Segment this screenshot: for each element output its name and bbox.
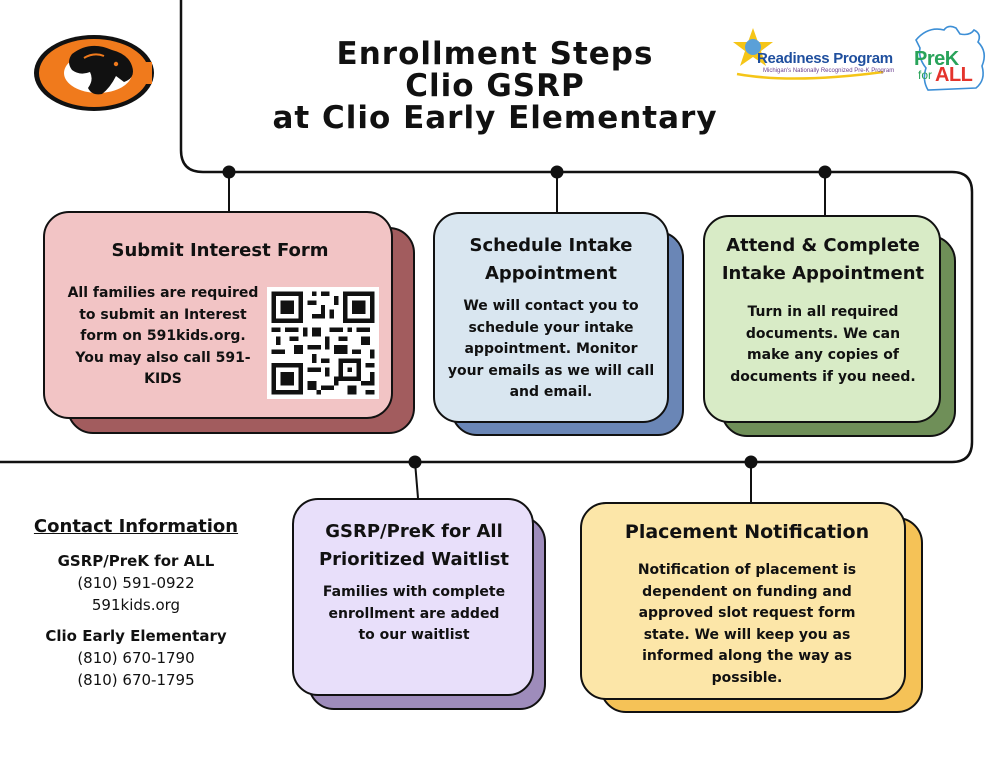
step-title: Schedule Intake Appointment — [469, 235, 633, 284]
gsrp-logo — [733, 26, 898, 88]
contact-title: Contact Information — [33, 516, 239, 537]
school-mustang-logo — [32, 32, 156, 114]
step-title: Attend & Complete Intake Appointment — [721, 235, 925, 284]
contact-org-clio: Clio Early Elementary — [45, 627, 227, 645]
gsrp-tagline: Michigan's Nationally Recognized Pre-K Program — [763, 68, 895, 74]
timeline-dot-2 — [551, 166, 564, 179]
contact-information — [20, 516, 252, 691]
step-body: All families are required to submit an Interest form on 591kids.org. You may also call 591-KIDS — [67, 285, 259, 387]
timeline-dot-1 — [223, 166, 236, 179]
all-word: ALL — [935, 64, 973, 86]
step-card-1 — [43, 211, 415, 436]
step-card-5 — [580, 502, 925, 715]
timeline-dot-4 — [409, 456, 422, 469]
card-face — [433, 212, 669, 423]
title-line-3: at Clio Early Elementary — [272, 100, 718, 136]
step-title: GSRP/PreK for All Prioritized Waitlist — [318, 521, 510, 570]
step-body: Turn in all required documents. We can make any copies of documents if you need. — [730, 304, 916, 385]
card-face — [292, 498, 534, 696]
step-card-3 — [703, 215, 958, 439]
contact-website: 591kids.org — [91, 596, 181, 614]
step-body: Notification of placement is dependent on funding and approved slot request form state. We will keep you as informed along the way as possible. — [637, 562, 857, 686]
title-line-2: Clio GSRP — [405, 68, 585, 104]
title-line-1: Enrollment Steps — [336, 36, 654, 72]
contact-phone-gsrp: (810) 591-0922 — [77, 574, 195, 592]
step-title: Placement Notification — [624, 521, 870, 543]
step-card-2 — [433, 212, 686, 438]
contact-phone-clio-1: (810) 670-1790 — [77, 649, 195, 667]
prek-for-all-logo — [908, 22, 990, 94]
contact-org-gsrp: GSRP/PreK for ALL — [57, 552, 215, 570]
step-card-4 — [292, 498, 548, 712]
step-body: Families with complete enrollment are added to our waitlist — [322, 584, 506, 643]
timeline-dot-5 — [745, 456, 758, 469]
qr-code — [267, 287, 379, 399]
page-title — [255, 38, 735, 134]
step-body: We will contact you to schedule your intake appointment. Monitor your emails as we will call and email. — [447, 298, 655, 400]
card-face — [43, 211, 393, 419]
timeline-dot-3 — [819, 166, 832, 179]
for-word: for — [918, 68, 933, 82]
card-face — [580, 502, 906, 700]
card-face — [703, 215, 941, 423]
gsrp-name: Readiness Program — [757, 50, 893, 67]
contact-phone-clio-2: (810) 670-1795 — [77, 671, 195, 689]
prek-word: PreK — [914, 48, 959, 70]
step-title: Submit Interest Form — [111, 240, 329, 261]
